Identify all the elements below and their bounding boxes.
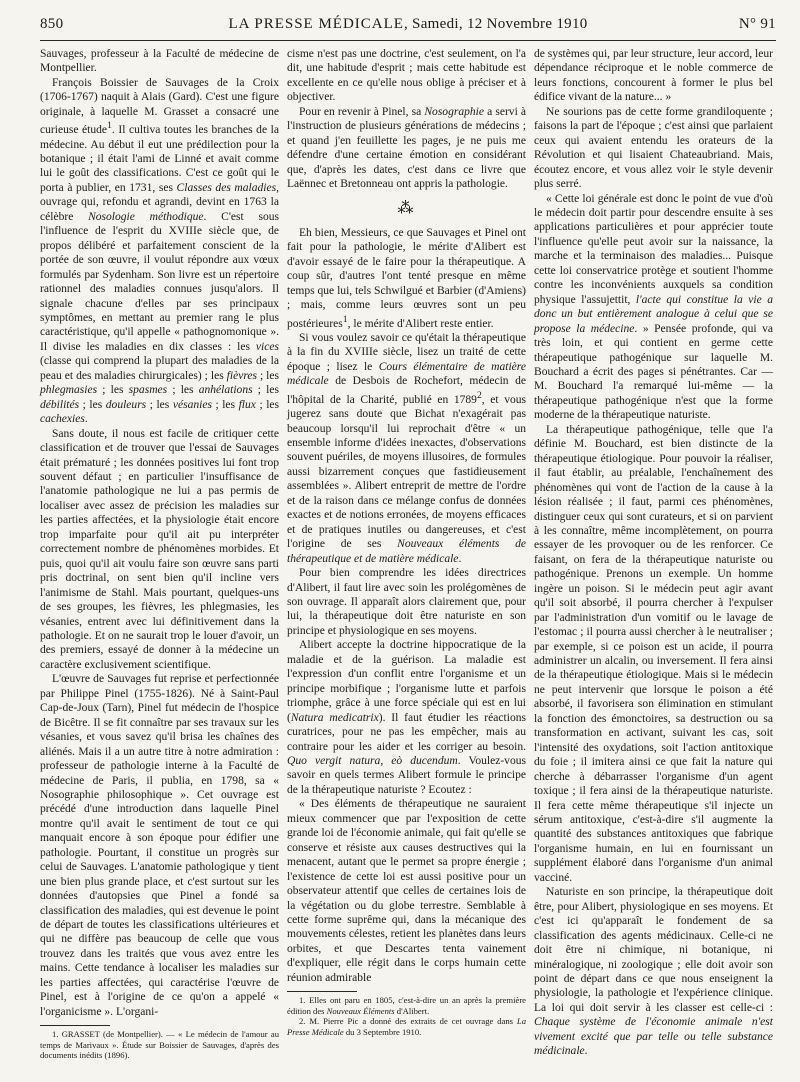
footnote-ref: 1	[107, 120, 112, 132]
paragraph: Pour en revenir à Pinel, sa Nosographie a servi à l'instruction de plusieurs générations de médecins ; et quand j'en feuillette les pages, je ne puis me défendre d'une certaine émotion en considérant que, d'après les dates, c'est dans ce livre que Laënnec et Bretonneau ont appris la pathologie.	[287, 105, 526, 191]
paragraph: Si vous voulez savoir ce qu'était la thérapeutique à la fin du XVIIIe siècle, lisez un traité de cette époque ; lisez le Cours élémentaire de matière médicale de Desbois de Rochefort, médecin de l'hôpital de la Charité, publié en 1789$^2$, et vous jugerez sans doute que Bichat n'exagérait pas beaucoup lorsqu'il lui reprochait d'être « un ensemble informe d'idées inexactes, d'observations souvent puériles, de moyens illusoires, de formules aussi bizarrement conçues que fastidieusement assemblées ». Alibert entreprit de mettre de l'ordre et de la raison dans ce mélange confus de données exactes et de notions erronées, de moyens efficaces et de pratiques inutiles ou dangereuses, et c'est l'origine de ses Nouveaux éléments de thérapeutique et de matière médicale.	[287, 332, 527, 565]
header-rule	[40, 40, 776, 41]
paragraph: « Cette loi générale est donc le point de vue d'où le médecin doit partir pour descendre ensuite à ses applications particulières et pour apprécier toute l'influence qu'elle peut avoir sur la naissance, la marche et la terminaison des maladies... Puisque cette loi conservatrice protège et soutient l'homme contre les inconvénients auxquels sa condition physique l'assujettit, l'acte qui constitue la vie a donc un but entièrement analogue à celui que se propose la médecine. » Pensée profonde, qui va très loin, et qui contient en germe cette thérapeutique pathogénique sur laquelle M. Bouchard a écrit des pages si pénétrantes. Car — M. Bouchard l'a remarqué lui-même — la thérapeutique pathogénique n'est que la forme moderne de la thérapeutique naturiste.	[534, 192, 773, 422]
paragraph: cisme n'est pas une doctrine, c'est seulement, on l'a dit, une habitude d'esprit ; mais cette habitude est excellente en ce qu'elle nous oblige à préciser et à objectiver.	[287, 48, 526, 104]
footnote-ref: 2	[476, 389, 482, 401]
paragraph: Eh bien, Messieurs, ce que Sauvages et Pinel ont fait pour la pathologie, le mérite d'Alibert est d'avoir essayé de le faire pour la thérapeutique. A coup sûr, d'autres l'ont tenté presque en même temps que lui, tels Schwilgué et Barbier (d'Amiens) ; mais, comme leurs œuvres sont un peu postérieures$^1$, le mérite d'Alibert reste entier.	[287, 226, 526, 330]
paragraph: Ne sourions pas de cette forme grandiloquente ; faisons la part de l'époque ; c'est ainsi que parlaient ceux qui avaient entendu les orateurs de la Révolution et qui lisaient Chateaubriand. Mais, écoutez encore, et vous allez voir le style devenir plus serré.	[534, 105, 773, 191]
footnote-rule	[287, 991, 357, 992]
paragraph: de systèmes qui, par leur structure, leur accord, leur dépendance réciproque et le noble commerce de leurs fonctions, concourent à former le plus bel édifice vivant de la nature... »	[534, 48, 773, 104]
column-3	[534, 47, 773, 1061]
paragraph: L'œuvre de Sauvages fut reprise et perfectionnée par Philippe Pinel (1755-1826). Né à Saint-Paul Cap-de-Joux (Tarn), Pinel fut médecin de l'hospice de Bicêtre. Il se fit connaître par ses travaux sur les vésanies, et vous savez qu'il brisa les chaînes des aliénés. Mais il a un autre titre à notre admiration : professeur de pathologie interne à la Faculté de médecine de Paris, il publia, en 1798, sa « Nosographie philosophique ». Cet ouvrage est précédé d'une introduction dans laquelle Pinel montre qu'il avait le sentiment de tout ce qui manquait encore à son époque pour édifier une pathologie. Pourtant, il constitue un progrès sur celui de Sauvages. L'anatomie pathologique y tient une bien plus grande place, et c'est surtout sur les données d'autopsies que Pinel a fondé sa classification des maladies, qui est devenue le point de départ de toutes les classifications ultérieures et qui ne diffère pas beaucoup de celle que vous trouvez dans les traités que vous avez entre les mains. Cette tendance à localiser les maladies sur les parties affectées, qui caractérise l'œuvre de Pinel, est à l'origine de ce qu'on a appelé « l'organicisme ». L'organi-	[40, 673, 279, 1018]
page-header	[40, 14, 776, 38]
footnote-ref: 1	[342, 313, 348, 325]
footnote-rule	[40, 1025, 110, 1026]
column-1	[40, 47, 279, 1061]
issue-date: , Samedi, 12 Novembre 1910	[403, 16, 588, 32]
journal-name: LA PRESSE MÉDICALE	[228, 16, 404, 32]
paragraph: Sauvages, professeur à la Faculté de médecine de Montpellier.	[40, 48, 279, 75]
paragraph: François Boissier de Sauvages de la Croix (1706-1767) naquit à Alais (Gard). C'est une figure originale, à laquelle M. Grasset a consacré une curieuse étude$^1$. Il cultiva toutes les branches de la médecine. Au début il eut une prédilection pour la botanique ; il était l'ami de Linné et avait comme lui le goût des classifications. C'est ce goût qui le porta à publier, en 1731, ses Classes des maladies, ouvrage qui, refondu et agrandi, devint en 1763 la célèbre Nosologie méthodique. C'est sous l'influence de l'esprit du XVIIIe siècle que, de propos délibéré et parfaitement conscient de la portée de son œuvre, il voulut répondre aux vœux formulés par Sydenham. Son livre est un répertoire rationnel des maladies connues jusqu'alors. Il signale chacune d'elles par ses principaux symptômes, en mettant au premier rang le plus caractéristique, qu'il appelle « pathognomonique ». Il divise les maladies en dix classes : les vices (classe qui comprend la plupart des maladies de la peau et des maladies chirurgicales) ; les fièvres ; les phlegmasies ; les spasmes ; les anhélations ; les débilités ; les douleurs ; les vésanies ; les flux ; les cachexies.	[40, 76, 280, 426]
paragraph: Pour bien comprendre les idées directrices d'Alibert, il faut lire avec soin les prolégomènes de son ouvrage. Il apparaît alors clairement que, pour lui, la thérapeutique doit être naturiste en son principe et physiologique en ses moyens.	[287, 567, 526, 637]
paragraph: « Des éléments de thérapeutique ne sauraient mieux commencer que par l'exposition de cette grande loi de l'économie animale, qui fait qu'elle se conserve et résiste aux causes destructives qui la menacent, autant que le permet sa propre énergie ; l'existence de cette loi est aussi positive pour un observateur attentif que celles de certaines lois de la végétation ou du globe terrestre. Semblable à cette forme suprême qui, dans la mécanique des mouvements célestes, retient les planètes dans leurs orbites, et que Descartes tenta vainement d'expliquer, elle régit dans le corps humain cette réunion admirable	[287, 798, 526, 984]
footnote: 1. GRASSET (de Montpellier). — « Le médecin de l'amour au temps de Marivaux ». Étude sur Boissier de Sauvages, d'après des documents inédits (1896).	[40, 1029, 279, 1061]
issue-number: N° 91	[738, 16, 776, 32]
page-number: 850	[40, 16, 64, 32]
paragraph: Naturiste en son principe, la thérapeutique doit être, pour Alibert, physiologique en ses moyens. Et c'est ici qu'apparaît le fondement de sa classification des agents médicinaux. Celle-ci ne doit être ni chimique, ni botanique, ni minéralogique, ni zoologique ; elle doit avoir son point de départ dans ce que nous enseignent la physiologie, la pathologie et l'expérience clinique. La loi qui doit servir à les classer est celle-ci : Chaque système de l'économie animale n'est vivement excité que par telle ou telle substance médicinale.	[534, 886, 773, 1058]
asterism: ⁂	[397, 199, 416, 217]
paragraph: Sans doute, il nous est facile de critiquer cette classification et de trouver que l'essai de Sauvages était prématuré ; les données positives lui font trop souvent défaut ; en particulier l'insuffisance de l'anatomie pathologique ne lui a pas permis de localiser avec assez de précision les maladies sur les parties affectées, et la physiologie était encore trop imparfaite pour qu'il ait pu interpréter correctement nombre de phénomènes morbides. Et puis, quoi qu'il ait voulu faire son œuvre sans parti pris doctrinal, on sent bien qu'il incline vers l'animisme de Stahl. Mais pourtant, quelques-uns de ses groupes, les fièvres, les phlegmasies, les vésanies, entrent avec lui définitivement dans la pathologie. Et on ne saurait trop le louer d'avoir, un des premiers, essayé de donner à la médecine un caractère exclusivement scientifique.	[40, 427, 279, 671]
running-title	[40, 16, 776, 33]
column-2	[287, 47, 526, 1061]
footnote: 2. M. Pierre Pic a donné des extraits de cet ouvrage dans La Presse Médicale du 3 Septembre 1910.	[287, 1016, 526, 1038]
article-columns	[40, 47, 776, 1061]
paragraph: La thérapeutique pathogénique, telle que l'a définie M. Bouchard, est bien distincte de la thérapeutique étiologique. Pour pouvoir la réaliser, il faut établir, au préalable, l'enchaînement des phénomènes qui vont de l'action de la cause à la lésion réalisée ; il faut, parmi ces phénomènes, distinguer ceux qui sont curateurs, et si on parvient à les connaître, même incomplètement, on pourra essayer de les provoquer ou de les renforcer. Ce faisant, on fera de la thérapeutique naturiste ou pathogénique. Prenons un exemple. Un homme ingère un poison. Si le médecin peut agir avant qu'il soit absorbé, il pourra chercher à l'expulser par l'administration d'un vomitif ou le lavage de l'estomac ; il pourra aussi chercher à le neutraliser ; par exemple, si ce poison est un acide, il pourra administrer un alcalin, ou inversement. Il fera ainsi de la thérapeutique étiologique. Mais si le médecin ne peut intervenir que lorsque le poison a été absorbé, il favorisera son élimination en stimulant la fonction des émonctoires, sa destruction ou sa transformation en activant, suivant les cas, soit l'intensité des oxydations, soit l'action antitoxique du foie ; il imitera ainsi ce que fait la nature qui cherche à débarrasser l'organisme d'un agent toxique ; il fera ainsi de la thérapeutique naturiste. Il fera cette même thérapeutique s'il injecte un sérum antitoxique, c'est-à-dire s'il augmente la quantité des substances antitoxiques que fabrique l'organisme humain, en lui en fournissant un supplément élaboré dans l'organisme d'un animal vacciné.	[534, 423, 773, 884]
paragraph: Alibert accepte la doctrine hippocratique de la maladie et de la guérison. La maladie est l'expression d'un conflit entre l'organisme et un principe morbifique ; l'organisme lutte et parfois triomphe, grâce à une force spéciale qui est en lui (Natura medicatrix). Il faut étudier les réactions curatrices, pour ne pas les empêcher, mais au contraire pour les aider et les corriger au besoin. Quo vergit natura, eò ducendum. Voulez-vous savoir en quels termes Alibert formule le principe de la thérapeutique naturiste ? Ecoutez :	[287, 639, 526, 796]
footnote: 1. Elles ont paru en 1805, c'est-à-dire un an après la première édition des Nouveaux Éléments d'Alibert.	[287, 995, 526, 1016]
